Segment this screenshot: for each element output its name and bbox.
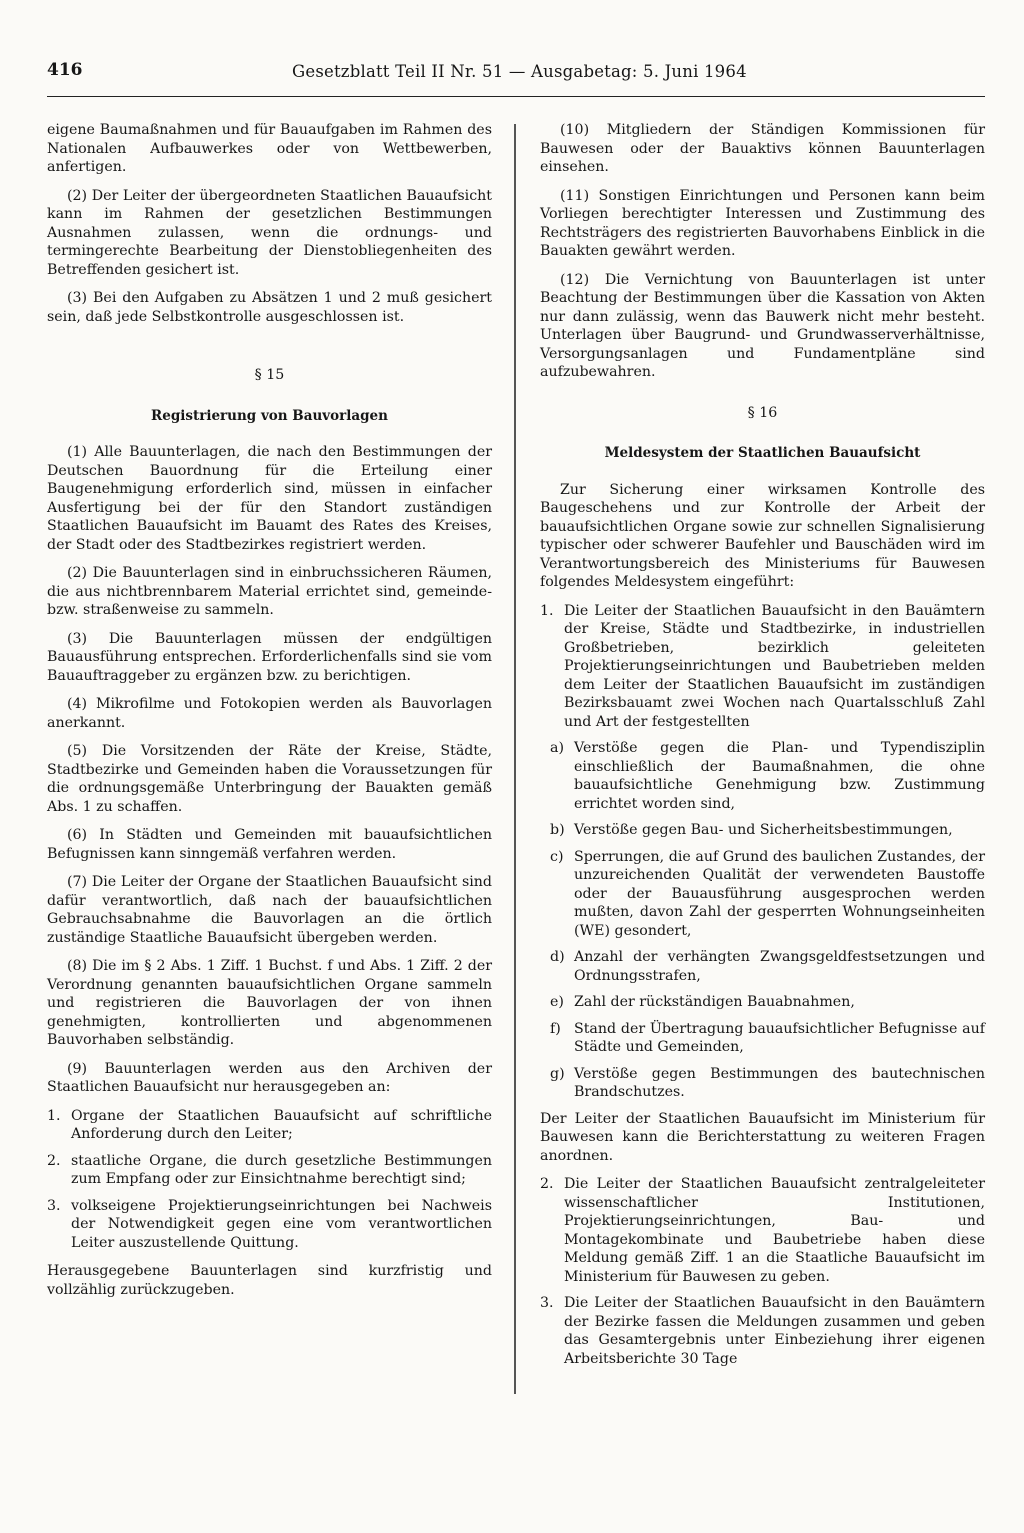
list-marker: g) xyxy=(550,1065,565,1082)
list-item-text: Die Leiter der Staatlichen Bauaufsicht in den Bauämtern der Bezirke fassen die Meldungen zusammen und geben das Gesamtergebnis unter Einbeziehung ihrer eigenen Arbeitsberichte 30 Tage xyxy=(564,1295,985,1367)
list-item-text: Organe der Staatlichen Bauaufsicht auf schriftliche Anforderung durch den Leiter; xyxy=(71,1107,492,1142)
paragraph: (11) Sonstigen Einrichtungen und Personen kann beim Vorliegen berechtigter Interessen und Zustimmung des Rechtsträgers des registrierten Bauvorhabens Einblick in die Bauakten gewährt werden. xyxy=(540,187,985,259)
list-marker: d) xyxy=(550,949,565,965)
list-item xyxy=(540,602,985,732)
sub-list-item xyxy=(540,1020,985,1057)
paragraph: (3) Bei den Aufgaben zu Absätzen 1 und 2 muß gesichert sein, daß jede Selbstkontrolle ausgeschlossen ist. xyxy=(47,290,492,325)
paragraph: (9) Bauunterlagen werden aus den Archiven der Staatlichen Bauaufsicht nur herausgegeben an: xyxy=(47,1060,492,1095)
list-marker: b) xyxy=(550,822,565,838)
list-item-text: staatliche Organe, die durch gesetzliche Bestimmungen zum Empfang oder zur Einsichtnahme berechtigt sind; xyxy=(71,1152,492,1187)
paragraph: Zur Sicherung einer wirksamen Kontrolle des Baugeschehens und zur Kontrolle der Arbeit der bauaufsichtlichen Organe sowie zur schnellen Signalisierung typischer oder schwerer Baufehler und Bauschäden wird im Verantwortungsbereich des Ministeriums für Bauwesen folgendes Meldesystem eingeführt: xyxy=(540,481,985,590)
list-marker: c) xyxy=(550,848,564,865)
page-header xyxy=(47,56,985,97)
list-item-text: Die Leiter der Staatlichen Bauaufsicht in den Bauämtern der Kreise, Städte und Stadtbezirke, in industriellen Großbetrieben, bezirklich geleiteten Projektierungseinrichtungen und Baubetrieben melden dem Leiter der Staatlichen Bauaufsicht im zuständigen Bezirksbauamt zwei Wochen nach Quartalsschluß Zahl und Art der festgestellten xyxy=(564,602,985,730)
list-item xyxy=(540,1294,985,1368)
list-item xyxy=(47,1152,492,1189)
sub-list-item xyxy=(540,993,985,1012)
list-marker: 3. xyxy=(540,1295,554,1311)
paragraph: (2) Die Bauunterlagen sind in einbruchssicheren Räumen, die aus nichtbrennbarem Material errichtet sind, gemeinde- bzw. straßenweise zu sammeln. xyxy=(47,565,492,618)
numbered-list xyxy=(47,1107,492,1253)
list-marker: f) xyxy=(550,1020,561,1037)
page-number: 416 xyxy=(47,60,83,80)
paragraph: (5) Die Vorsitzenden der Räte der Kreise, Städte, Stadtbezirke und Gemeinden haben die Voraussetzungen für die ordnungsgemäße Unterbringung der Bauakten gemäß Abs. 1 zu schaffen. xyxy=(47,743,492,815)
list-item-text: Anzahl der verhängten Zwangsgeldfestsetzungen und Ordnungsstrafen, xyxy=(574,949,985,984)
list-item-text: Verstöße gegen die Plan- und Typendisziplin einschließlich der Baumaßnahmen, die ohne bauaufsichtliche Genehmigung bzw. Zustimmung errichtet worden sind, xyxy=(574,740,985,812)
list-marker: 1. xyxy=(540,602,554,619)
list-marker: 1. xyxy=(47,1107,61,1124)
list-marker: e) xyxy=(550,994,564,1010)
list-item-text: Stand der Übertragung bauaufsichtlicher Befugnisse auf Städte und Gemeinden, xyxy=(574,1020,985,1055)
list-item-text: Verstöße gegen Bau- und Sicherheitsbestimmungen, xyxy=(574,822,953,838)
sub-list-item xyxy=(540,1065,985,1102)
list-item-text: volkseigene Projektierungseinrichtungen bei Nachweis der Notwendigkeit gegen eine vom verantwortlichen Leiter auszustellende Quittung. xyxy=(71,1197,492,1251)
sub-list-item xyxy=(540,848,985,941)
paragraph: (8) Die im § 2 Abs. 1 Ziff. 1 Buchst. f und Abs. 1 Ziff. 2 der Verordnung genannten bauaufsichtlichen Organe sammeln und registrieren die Bauvorlagen der von ihnen genehmigten, kontrollierten und abgenommenen Bauvorhaben selbständig. xyxy=(47,958,492,1048)
list-marker: 2. xyxy=(540,1176,554,1192)
paragraph: Herausgegebene Bauunterlagen sind kurzfristig und vollzählig zurückzugeben. xyxy=(47,1263,492,1298)
list-marker: 2. xyxy=(47,1152,61,1169)
paragraph: (7) Die Leiter der Organe der Staatlichen Bauaufsicht sind dafür verantwortlich, daß nach der bauaufsichtlichen Gebrauchsabnahme die Bauvorlagen an die örtlich zuständige Staatliche Bauaufsicht übergeben werden. xyxy=(47,874,492,946)
paragraph: (4) Mikrofilme und Fotokopien werden als Bauvorlagen anerkannt. xyxy=(47,696,492,731)
paragraph: (1) Alle Bauunterlagen, die nach den Bestimmungen der Deutschen Bauordnung für die Erteilung einer Baugenehmigung erforderlich sind, müssen in einfacher Ausfertigung bei der für den Standort zuständigen Staatlichen Bauaufsicht im Bauamt des Rates des Kreises, der Stadt oder des Stadtbezirkes registriert werden. xyxy=(47,444,492,553)
list-item xyxy=(47,1107,492,1144)
sub-list-item xyxy=(540,821,985,840)
left-column xyxy=(47,121,492,1309)
list-item-text: Verstöße gegen Bestimmungen des bautechnischen Brandschutzes. xyxy=(574,1065,985,1100)
header-title: Gesetzblatt Teil II Nr. 51 — Ausgabetag: 5. Juni 1964 xyxy=(292,62,747,81)
section-number: § 15 xyxy=(254,367,285,383)
paragraph: (6) In Städten und Gemeinden mit bauaufsichtlichen Befugnissen kann sinngemäß verfahren werden. xyxy=(47,827,492,862)
paragraph: (10) Mitgliedern der Ständigen Kommissionen für Bauwesen oder der Bauaktivs können Bauunterlagen einsehen. xyxy=(540,122,985,175)
section-title: Registrierung von Bauvorlagen xyxy=(151,407,388,424)
list-marker: a) xyxy=(550,740,564,756)
sub-list-item xyxy=(540,948,985,985)
section-number: § 16 xyxy=(747,404,778,421)
column-divider xyxy=(514,124,516,1394)
paragraph: Der Leiter der Staatlichen Bauaufsicht im Ministerium für Bauwesen kann die Berichterstattung zu weiteren Fragen anordnen. xyxy=(540,1110,985,1164)
list-item-text: Die Leiter der Staatlichen Bauaufsicht zentralgeleiteter wissenschaftlicher Institutionen, Projektierungseinrichtungen, Bau- und Montagekombinate und Baubetriebe haben diese Meldung gemäß Ziff. 1 an die Staatliche Bauaufsicht im Ministerium für Bauwesen zu geben. xyxy=(564,1176,985,1285)
list-marker: 3. xyxy=(47,1197,61,1214)
section-title: Meldesystem der Staatlichen Bauaufsicht xyxy=(604,445,921,461)
list-item xyxy=(540,1175,985,1286)
paragraph: eigene Baumaßnahmen und für Bauaufgaben im Rahmen des Nationalen Aufbauwerkes oder von Wettbewerben, anfertigen. xyxy=(47,122,492,175)
list-item-text: Sperrungen, die auf Grund des baulichen Zustandes, der unzureichenden Qualität der verwendeten Baustoffe oder der Bauausführung ausgesprochen werden mußten, davon Zahl der gesperrten Wohnungseinheiten (WE) gesondert, xyxy=(574,848,985,939)
list-item xyxy=(47,1197,492,1253)
paragraph: (3) Die Bauunterlagen müssen der endgültigen Bauausführung entsprechen. Erforderlichenfalls sind sie vom Bauauftraggeber zu ergänzen bzw. zu berichtigen. xyxy=(47,630,492,684)
right-column xyxy=(540,121,985,1376)
sub-list-item xyxy=(540,739,985,813)
paragraph: (2) Der Leiter der übergeordneten Staatlichen Bauaufsicht kann im Rahmen der gesetzlichen Bestimmungen Ausnahmen zulassen, wenn die ordnungs- und termingerechte Bearbeitung der Dienstobliegenheiten des Betreffenden gesichert ist. xyxy=(47,187,492,278)
list-item-text: Zahl der rückständigen Bauabnahmen, xyxy=(574,994,855,1010)
paragraph: (12) Die Vernichtung von Bauunterlagen ist unter Beachtung der Bestimmungen über die Kassation von Akten nur dann zulässig, wenn das Bauwerk nicht mehr besteht. Unterlagen über Baugrund- und Grundwasserverhältnisse, Versorgungsanlagen und Fundamentpläne sind aufzubewahren. xyxy=(540,271,985,380)
